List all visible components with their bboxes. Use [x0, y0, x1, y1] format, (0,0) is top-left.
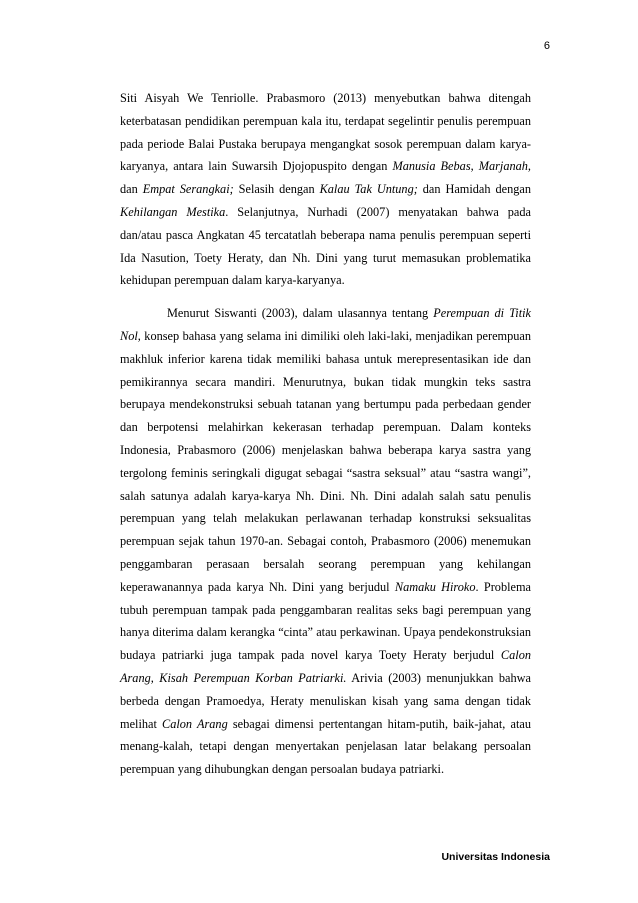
paragraph-2 [120, 302, 531, 781]
p2-text-4: Arivia (2003) menunjukkan bahwa berbeda dengan Pramoedya, Heraty menuliskan kisah yang sama dengan tidak melihat [120, 670, 531, 731]
footer-institution: Universitas Indonesia [441, 851, 550, 863]
p1-text-1: Siti Aisyah We Tenriolle. Prabasmoro (2013) menyebutkan bahwa ditengah keterbatasan pendidikan perempuan kala itu, terdapat segelintir penulis perempuan pada periode Balai Pustaka berupaya mengangkat sosok perempuan dalam karya-karyanya, antara lain Suwarsih Djojopuspito dengan [120, 91, 531, 174]
p2-title-calon-arang: Calon Arang [162, 716, 228, 731]
p1-text-4: dan Hamidah dengan [417, 182, 531, 197]
page-number: 6 [543, 40, 550, 52]
p2-text-5: sebagai dimensi pertentangan hitam-putih, baik-jahat, atau menang-kalah, tetapi dengan menyertakan penjelasan latar belakang persoalan perempuan yang dihubungkan dengan persoalan budaya patriarki. [120, 716, 531, 777]
body-text [120, 87, 531, 781]
paragraph-1 [120, 87, 531, 292]
p1-title-empat-serangkai: Empat Serangkai; [142, 182, 234, 197]
p2-text-3: . Problema tubuh perempuan tampak pada penggambaran realitas seks bagi perempuan yang hanya diterima dalam kerangka “cinta” atau perkawinan. Upaya pendekonstruksian budaya patriarki juga tampak pada novel karya Toety Heraty berjudul [120, 579, 531, 663]
p1-text-5: . Selanjutnya, Nurhadi (2007) menyatakan bahwa pada dan/atau pasca Angkatan 45 tercatatlah beberapa nama penulis perempuan seperti Ida Nasution, Toety Heraty, dan Nh. Dini yang turut memasukan problematika kehidupan perempuan dalam karya-karyanya. [120, 204, 531, 288]
p1-title-kehilangan-mestika: Kehilangan Mestika [120, 204, 226, 219]
p1-title-manusia-bebas: Manusia Bebas, Marjanah, [392, 159, 531, 174]
p1-text-2: dan [120, 182, 143, 197]
p2-text-2: konsep bahasa yang selama ini dimiliki oleh laki-laki, menjadikan perempuan makhluk inferior karena tidak memiliki bahasa untuk merepresentasikan ide dan pemikirannya secara mandiri. Menurutnya, bukan tidak mungkin teks sastra berupaya mendekonstruksi sebuah tatanan yang bertumpu pada perbedaan gender dan berpotensi melahirkan kekerasan terhadap perempuan. Dalam konteks Indonesia, Prabasmoro (2006) menjelaskan bahwa beberapa karya sastra yang tergolong feminis seringkali digugat sebagai “sastra seksual” atau “sastra wangi”, salah satunya adalah karya-karya Nh. Dini. Nh. Dini adalah salah satu penulis perempuan yang telah melakukan perlawanan terhadap konstruksi seksualitas perempuan sejak tahun 1970-an. Sebagai contoh, Prabasmoro (2006) menemukan penggambaran perasaan bersalah seorang perempuan yang kehilangan keperawanannya pada karya Nh. Dini yang berjudul [120, 328, 531, 594]
p1-text-3: Selasih dengan [233, 182, 320, 197]
p2-text-1: Menurut Siswanti (2003), dalam ulasannya tentang [167, 306, 434, 321]
p2-title-perempuan-di-titik-nol: Perempuan di Titik Nol, [120, 306, 532, 343]
p2-title-namaku-hiroko: Namaku Hiroko [394, 579, 476, 594]
p2-title-calon-arang-kisah: Calon Arang, Kisah Perempuan Korban Patriarki. [120, 648, 531, 685]
p1-title-kalau-tak-untung: Kalau Tak Untung; [319, 182, 418, 197]
